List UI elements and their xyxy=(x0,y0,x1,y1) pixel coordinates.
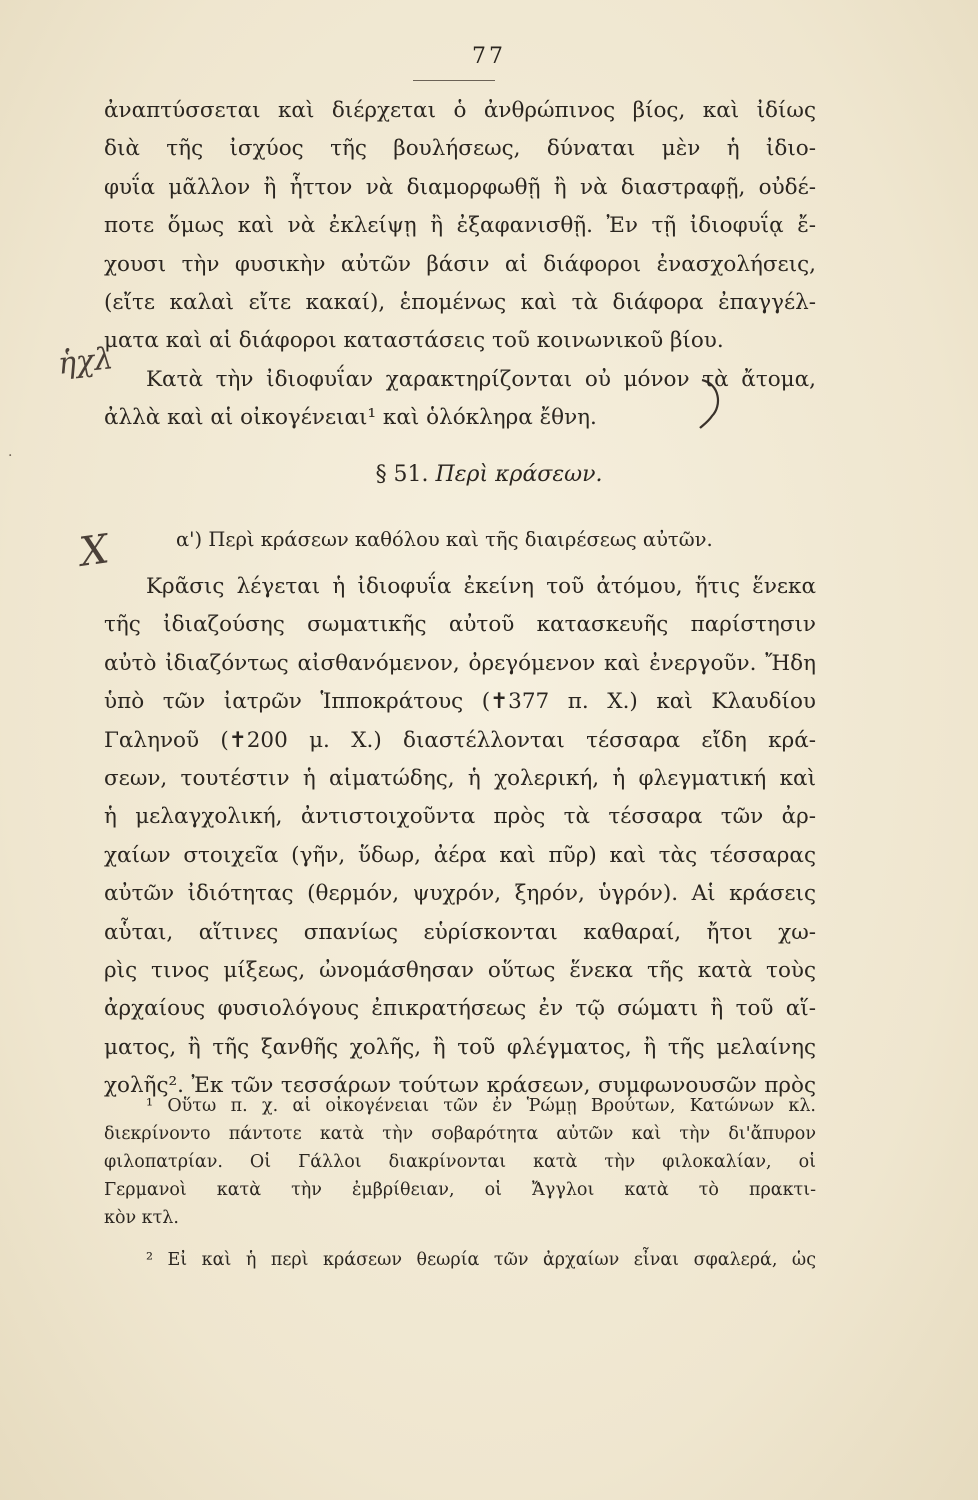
text-line: διὰ τῆς ἰσχύος τῆς βουλήσεως, δύναται μὲν ἡ ἰδιο- xyxy=(104,136,816,162)
text-line: ὑπὸ τῶν ἰατρῶν Ἱπποκράτους (✝377 π. Χ.) καὶ Κλαυδίου xyxy=(104,689,816,715)
main-text-section xyxy=(104,568,816,1106)
text-line: φυΐα μᾶλλον ἢ ἧττον νὰ διαμορφωθῇ ἢ νὰ διαστραφῇ, οὐδέ- xyxy=(104,174,816,200)
subsection-heading: α') Περὶ κράσεων καθόλου καὶ τῆς διαιρέσεως αὐτῶν. xyxy=(176,528,713,551)
text-line: χολῆς². Ἐκ τῶν τεσσάρων τούτων κράσεων, συμφωνουσῶν πρὸς xyxy=(104,1073,816,1099)
text-line: Κρᾶσις λέγεται ἡ ἰδιοφυΐα ἐκείνη τοῦ ἀτόμου, ἥτις ἕνεκα xyxy=(146,574,816,599)
page-number: 77 xyxy=(472,44,506,69)
text-line: αὐτὸ ἰδιαζόντως αἰσθανόμενον, ὀρεγόμενον καὶ ἐνεργοῦν. Ἤδη xyxy=(104,650,816,676)
text-line: τῆς ἰδιαζούσης σωματικῆς αὐτοῦ κατασκευῆς παρίστησιν xyxy=(104,612,816,638)
text-line: ρὶς τινος μίξεως, ὠνομάσθησαν οὕτως ἕνεκα τῆς κατὰ τοὺς xyxy=(104,958,816,984)
footnote-line: διεκρίνοντο πάντοτε κατὰ τὴν σοβαρότητα αὐτῶν καὶ τὴν δι'ἄπυρον xyxy=(104,1124,816,1144)
footnote-line: φιλοπατρίαν. Οἱ Γάλλοι διακρίνονται κατὰ τὴν φιλοκαλίαν, οἱ xyxy=(104,1152,816,1172)
page-number-rule xyxy=(413,80,495,81)
text-line: ποτε ὅμως καὶ νὰ ἐκλείψῃ ἢ ἐξαφανισθῇ. Ἐν τῇ ἰδιοφυΐᾳ ἔ- xyxy=(104,213,816,239)
section-number: § 51. xyxy=(375,462,429,487)
text-line: σεων, τουτέστιν ἡ αἱματώδης, ἡ χολερική, ἡ φλεγματική καὶ xyxy=(104,766,816,792)
margin-speck: · xyxy=(8,448,13,464)
text-line: ἀναπτύσσεται καὶ διέρχεται ὁ ἀνθρώπινος βίος, καὶ ἰδίως xyxy=(104,98,816,123)
section-title: Περὶ κράσεων. xyxy=(435,462,603,487)
footnote-line: κὸν κτλ. xyxy=(104,1208,179,1228)
text-line: (εἴτε καλαὶ εἴτε κακαί), ἑπομένως καὶ τὰ διάφορα ἐπαγγέλ- xyxy=(104,290,816,316)
text-line: αὐτῶν ἰδιότητας (θερμόν, ψυχρόν, ξηρόν, ὑγρόν). Αἱ κράσεις xyxy=(104,881,816,907)
footnote-line: ² Εἰ καὶ ἡ περὶ κράσεων θεωρία τῶν ἀρχαίων εἶναι σφαλερά, ὡς xyxy=(146,1250,816,1270)
text-line: Κατὰ τὴν ἰδιοφυΐαν χαρακτηρίζονται οὐ μόνον τὰ ἄτομα, xyxy=(146,366,816,392)
section-heading xyxy=(0,462,978,487)
text-line: ματα καὶ αἱ διάφοροι καταστάσεις τοῦ κοινωνικοῦ βίου. xyxy=(104,328,724,354)
text-line: Γαληνοῦ (✝200 μ. Χ.) διαστέλλονται τέσσαρα εἴδη κρά- xyxy=(104,727,816,753)
handwritten-x-mark: X xyxy=(76,526,112,576)
text-line: χουσι τὴν φυσικὴν αὐτῶν βάσιν αἱ διάφοροι ἐνασχολήσεις, xyxy=(104,251,816,277)
text-line: ἀλλὰ καὶ αἱ οἰκογένειαι¹ καὶ ὁλόκληρα ἔθνη. xyxy=(104,405,597,431)
text-line: χαίων στοιχεῖα (γῆν, ὕδωρ, ἀέρα καὶ πῦρ) καὶ τὰς τέσσαρας xyxy=(104,842,816,868)
footnote-gap xyxy=(104,1232,816,1246)
handwritten-margin-note: ἡχλ xyxy=(56,341,115,382)
footnote-line: Γερμανοὶ κατὰ τὴν ἐμβρίθειαν, οἱ Ἄγγλοι κατὰ τὸ πρακτι- xyxy=(104,1180,816,1200)
text-line: αὗται, αἵτινες σπανίως εὑρίσκονται καθαραί, ἤτοι χω- xyxy=(104,919,816,945)
text-line: ἡ μελαγχολική, ἀντιστοιχοῦντα πρὸς τὰ τέσσαρα τῶν ἀρ- xyxy=(104,804,816,830)
footnote-line: ¹ Οὕτω π. χ. αἱ οἰκογένειαι τῶν ἐν Ῥώμῃ Βρούτων, Κατώνων κλ. xyxy=(146,1096,816,1116)
text-line: ἀρχαίους φυσιολόγους ἐπικρατήσεως ἐν τῷ σώματι ἢ τοῦ αἵ- xyxy=(104,996,816,1022)
footnotes xyxy=(104,1092,816,1274)
main-text-top xyxy=(104,92,816,438)
text-line: ματος, ἢ τῆς ξανθῆς χολῆς, ἢ τοῦ φλέγματος, ἢ τῆς μελαίνης xyxy=(104,1034,816,1060)
